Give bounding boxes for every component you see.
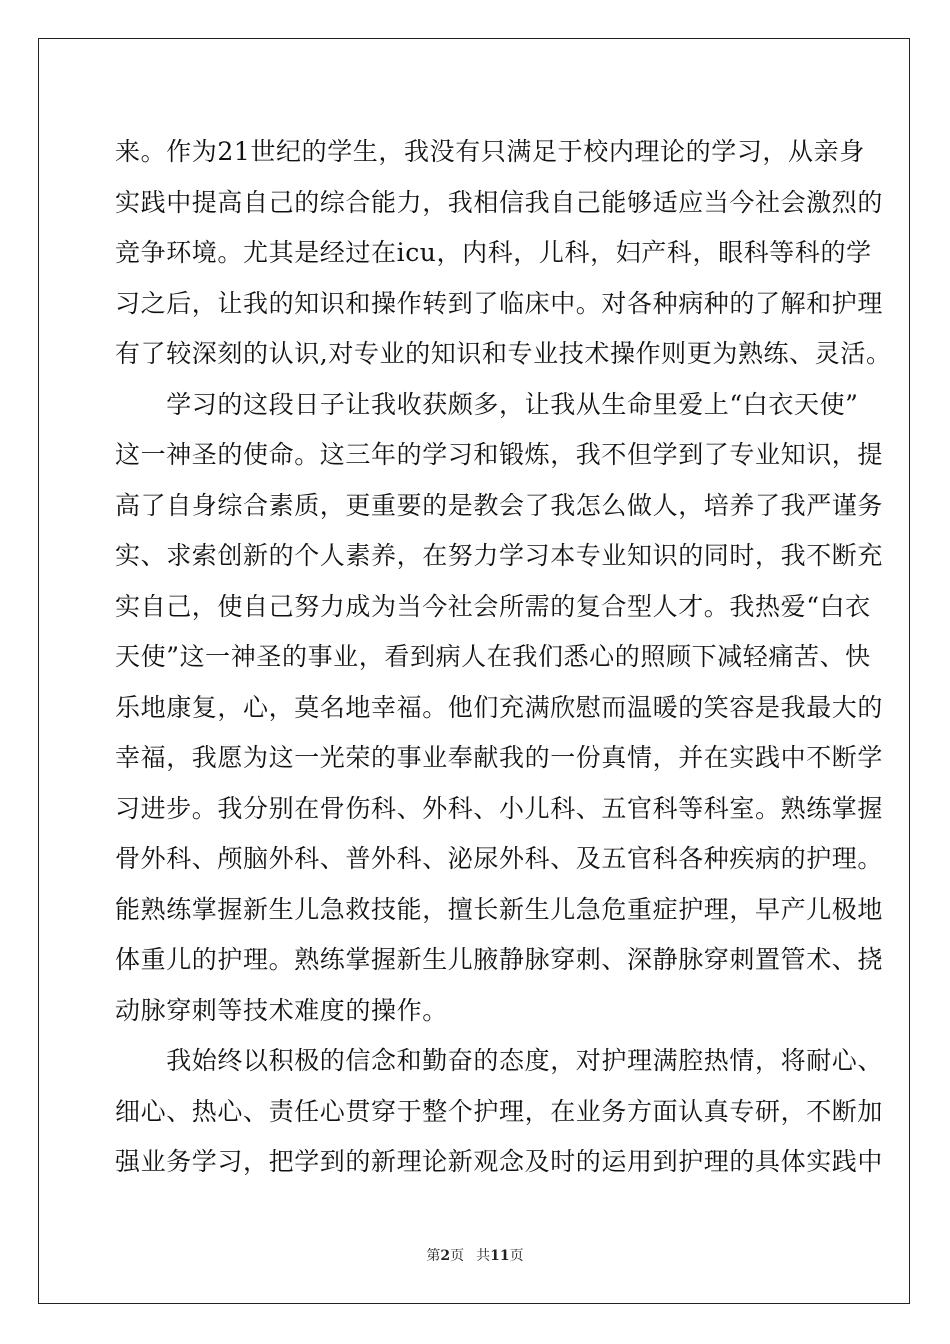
- document-body: [115, 127, 892, 1188]
- page-number-label: 第2页: [426, 1248, 465, 1264]
- text-line: 骨外科、颅脑外科、普外科、泌尿外科、及五官科各种疾病的护理。: [115, 844, 884, 873]
- text-line: 学习的这段日子让我收获颇多，让我从生命里爱上“白衣天使”: [115, 389, 859, 419]
- text-line: 实践中提高自己的综合能力，我相信我自己能够适应当今社会激烈的: [115, 187, 884, 217]
- total-pages-label: 共11页: [476, 1248, 524, 1264]
- text-line: 细心、热心、责任心贯穿于整个护理，在业务方面认真专研，不断加: [115, 1096, 884, 1126]
- text-line: 竞争环境。尤其是经过在icu，内科，儿科，妇产科，眼科等科的学: [115, 238, 872, 267]
- text-line: 幸福，我愿为这一光荣的事业奉献我的一份真情，并在实践中不断学: [115, 743, 884, 772]
- text-line: 高了自身综合素质，更重要的是教会了我怎么做人，培养了我严谨务: [115, 490, 884, 520]
- text-line: 实自己，使自己努力成为当今社会所需的复合型人才。我热爱“白衣: [115, 591, 871, 621]
- text-line: 动脉穿刺等技术难度的操作。: [115, 995, 448, 1025]
- text-line: 来。作为21世纪的学生，我没有只满足于校内理论的学习，从亲身: [115, 137, 865, 166]
- text-line: 天使”这一神圣的事业，看到病人在我们悉心的照顾下减轻痛苦、快: [115, 642, 871, 671]
- text-line: 我始终以积极的信念和勤奋的态度，对护理满腔热情，将耐心、: [115, 1046, 884, 1075]
- text-line: 强业务学习，把学到的新理论新观念及时的运用到护理的具体实践中: [115, 1147, 884, 1176]
- page-footer: [0, 1245, 950, 1265]
- text-line: 这一神圣的使命。这三年的学习和锻炼，我不但学到了专业知识，提: [115, 440, 884, 469]
- text-line: 有了较深刻的认识,对专业的知识和专业技术操作则更为熟练、灵活。: [115, 339, 892, 368]
- text-line: 习之后，让我的知识和操作转到了临床中。对各种病种的了解和护理: [115, 288, 884, 318]
- text-line: 乐地康复，心，莫名地幸福。他们充满欣慰而温暖的笑容是我最大的: [115, 692, 884, 722]
- text-line: 实、求索创新的个人素养，在努力学习本专业知识的同时，我不断充: [115, 541, 884, 570]
- text-line: 习进步。我分别在骨伤科、外科、小儿科、五官科等科室。熟练掌握: [115, 793, 884, 823]
- text-line: 体重儿的护理。熟练掌握新生儿腋静脉穿刺、深静脉穿刺置管术、挠: [115, 945, 884, 974]
- text-line: 能熟练掌握新生儿急救技能，擅长新生儿急危重症护理，早产儿极地: [115, 894, 884, 924]
